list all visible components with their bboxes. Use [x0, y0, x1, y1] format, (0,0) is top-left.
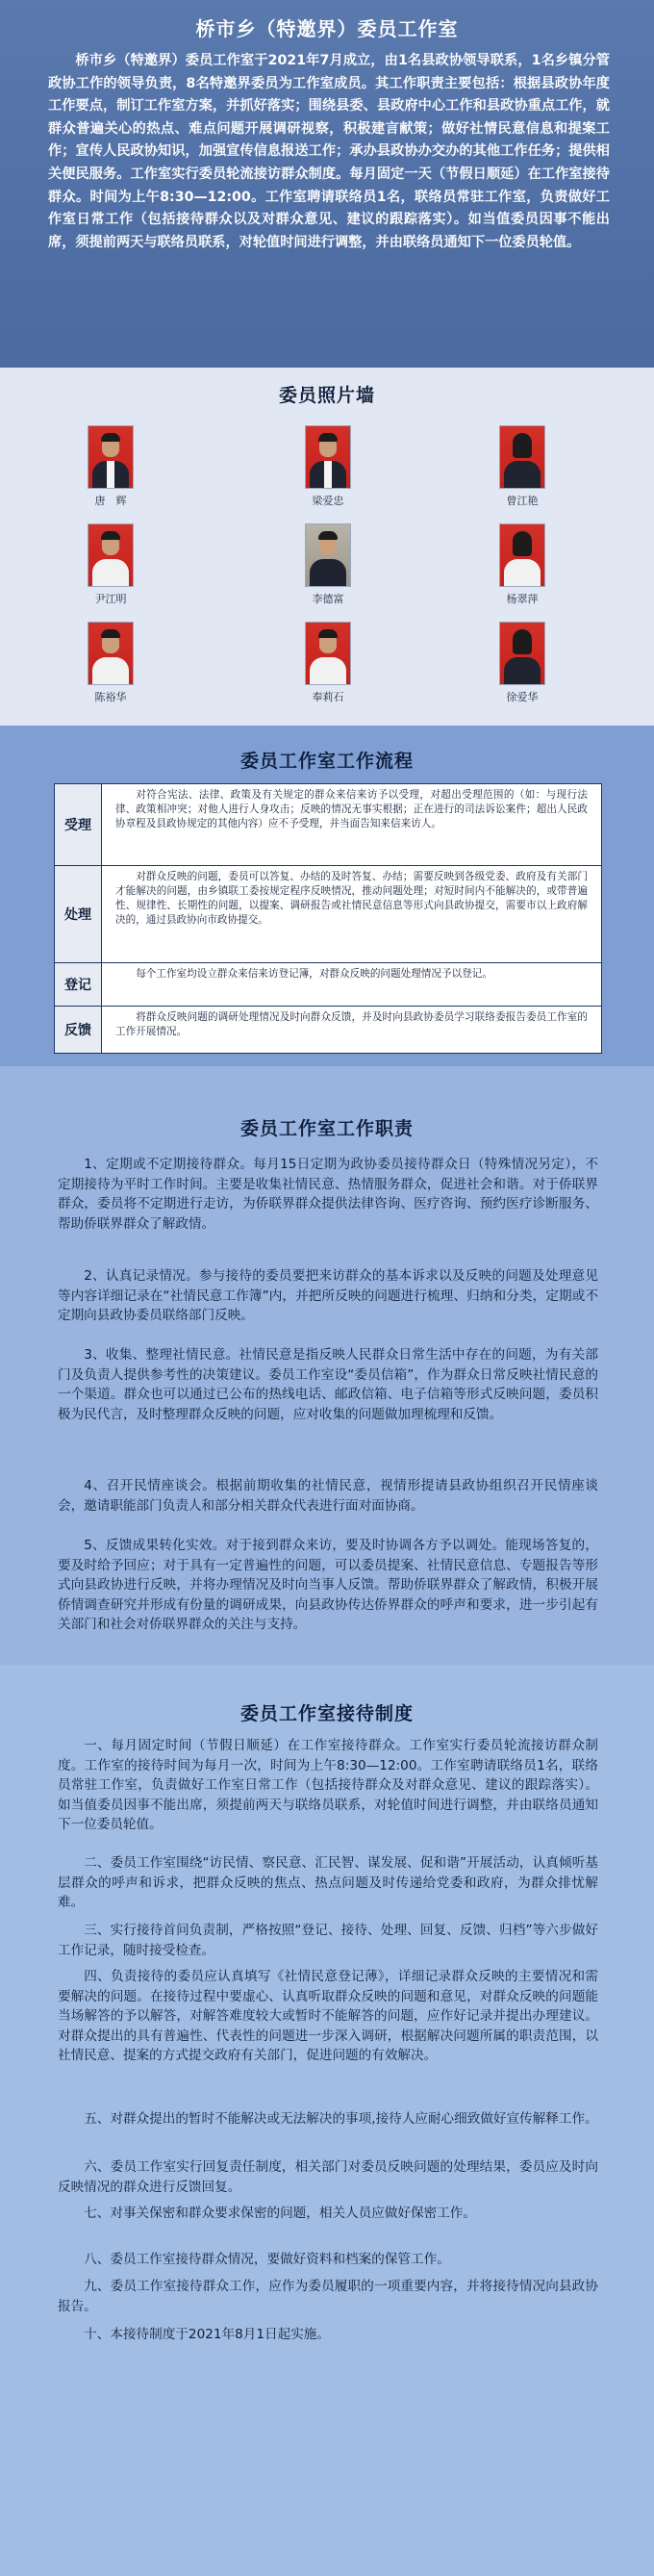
- member-photo: [88, 425, 134, 489]
- member-name: 唐 辉: [94, 495, 127, 507]
- workflow-table: [54, 783, 602, 1054]
- member-photo: [499, 622, 545, 685]
- member-card: [67, 425, 154, 508]
- member-photo: [305, 622, 351, 685]
- reception-section: [0, 1665, 654, 2576]
- workflow-step-label: 反馈: [55, 1007, 102, 1053]
- page-title: 桥市乡（特邀界）委员工作室: [195, 17, 459, 40]
- member-card: [479, 622, 566, 704]
- reception-item: 三、实行接待首问负责制，严格按照“登记、接待、处理、回复、反馈、归档”等六步做好工作记录，随时接受检查。: [58, 1923, 598, 1958]
- workflow-step-text: 将群众反映问题的调研处理情况及时向群众反馈，并及时向县政协委员学习联络委报告委员工作室的工作开展情况。: [115, 1011, 588, 1037]
- workflow-step-text: 每个工作室均设立群众来信来访登记簿，对群众反映的问题处理情况予以登记。: [136, 968, 492, 980]
- member-name: 陈裕华: [94, 691, 127, 703]
- duty-item: 3、收集、整理社情民意。社情民意是指反映人民群众日常生活中存在的问题，为有关部门及负责人提供参考性的决策建议。委员工作室设“委员信箱”，作为群众日常反映社情民意的一个渠道。群众也可以通过已公布的热线电话、邮政信箱、电子信箱等形式反映问题，委员积极为民代言，及时整理群众反映的问题，应对收集的问题做加理梳理和反馈。: [58, 1347, 598, 1422]
- member-card: [285, 425, 371, 508]
- reception-item: 九、委员工作室接待群众工作，应作为委员履职的一项重要内容，并将接待情况向县政协报告。: [58, 2279, 598, 2314]
- reception-item: 八、委员工作室接待群众情况，要做好资料和档案的保管工作。: [84, 2252, 450, 2267]
- member-name: 奉莉石: [312, 691, 344, 703]
- duty-item: 1、定期或不定期接待群众。每月15日定期为政协委员接待群众日（特殊情况另定），不定期接待为平时工作时间。主要是收集社情民意、热情服务群众，促进社会和谐。对于侨联界群众，委员将不定期进行走访，为侨联界群众提供法律咨询、医疗咨询、预约医疗诊断服务、帮助侨联界群众了解政情。: [58, 1157, 598, 1232]
- duties-section: [0, 1066, 654, 1665]
- member-photo: [305, 425, 351, 489]
- member-name: 李德富: [312, 593, 344, 605]
- workflow-row: [55, 784, 601, 866]
- member-name: 徐爱华: [506, 691, 539, 703]
- reception-item: 一、每月固定时间（节假日顺延）在工作室接待群众。工作室实行委员轮流接访群众制度。工作室的接待时间为每月一次，时间为上午8:30—12:00。工作室聘请联络员1名，联络员常驻工作室，负责做好工作室日常工作（包括接待群众及对群众意见、建议的跟踪落实）。如当值委员因事不能出席，须提前两天与联络员联系，对轮值时间进行调整，并由联络员通知下一位委员轮值。: [58, 1738, 598, 1833]
- reception-title: 委员工作室接待制度: [239, 1703, 414, 1724]
- member-card: [479, 523, 566, 606]
- member-card: [479, 425, 566, 508]
- intro-text: 桥市乡（特邀界）委员工作室于2021年7月成立，由1名县政协领导联系，1名乡镇分管政协工作的领导负责，8名特邀界委员为工作室成员。其工作职责主要包括：根据县政协年度工作要点，制订工作室方案，并抓好落实；围绕县委、县政府中心工作和县政协重点工作，就群众普遍关心的热点、难点问题开展调研视察，积极建言献策；做好社情民意信息和提案工作；宣传人民政协知识，加强宣传信息报送工作；承办县政协办交办的其他工作任务；提供相关便民服务。工作室实行委员轮流接访群众制度。每月固定一天（节假日顺延）在工作室接待群众。时间为上午8:30—12:00。工作室聘请联络员1名，联络员常驻工作室，负责做好工作室日常工作（包括接待群众以及对群众意见、建议的跟踪落实）。如当值委员因事不能出席，须提前两天与联络员联系，对轮值时间进行调整，并由联络员通知下一位委员轮值。: [48, 53, 610, 250]
- workflow-section: [0, 726, 654, 1066]
- reception-item: 四、负责接待的委员应认真填写《社情民意登记薄》，详细记录群众反映的主要情况和需要解决的问题。在接待过程中要虚心、认真听取群众反映的问题和意见，对群众反映的问题能当场解答的予以解答，对解答难度较大或暂时不能解答的问题，应作好记录并提出办理建议。对群众提出的具有普遍性、代表性的问题进一步深入调研，根据解决问题所属的职责范围，以社情民意、提案的方式提交政府有关部门，促进问题的有效解决。: [58, 1969, 598, 2064]
- workflow-step-label: 受理: [55, 784, 102, 865]
- workflow-step-label: 处理: [55, 866, 102, 962]
- reception-item: 十、本接待制度于2021年8月1日起实施。: [84, 2327, 330, 2342]
- workflow-step-text: 对群众反映的问题，委员可以答复、办结的及时答复、办结；需要反映到各级党委、政府及有关部门才能解决的问题，由乡镇联工委按规定程序反映情况，推动问题处理；对短时间内不能解决的，或带普遍性、规律性、长期性的问题，以提案、调研报告或社情民意信息等形式向县政协提交，需要市以上政府解决的，通过县政协向市政协提交。: [115, 871, 588, 926]
- reception-item: 六、委员工作室实行回复责任制度，相关部门对委员反映问题的处理结果，委员应及时向反映情况的群众进行反馈回复。: [58, 2159, 598, 2195]
- workflow-title: 委员工作室工作流程: [239, 751, 414, 772]
- duties-title: 委员工作室工作职责: [239, 1118, 414, 1139]
- member-name: 梁爱忠: [312, 495, 344, 507]
- workflow-step-label: 登记: [55, 963, 102, 1006]
- duty-item: 2、认真记录情况。参与接待的委员要把来访群众的基本诉求以及反映的问题及处理意见等内容详细记录在“社情民意工作簿”内，并把所反映的问题进行梳理、归纳和分类，定期或不定期向县政协委员联络部门反映。: [58, 1268, 598, 1324]
- member-name: 曾江艳: [506, 495, 539, 507]
- reception-item: 五、对群众提出的暂时不能解决或无法解决的事项,接待人应耐心细致做好宣传解释工作。: [84, 2111, 598, 2127]
- member-name: 杨翠萍: [506, 593, 539, 605]
- reception-item: 二、委员工作室围绕“访民情、察民意、汇民智、谋发展、促和谐”开展活动，认真倾听基层群众的呼声和诉求，把群众反映的焦点、热点问题及时传递给党委和政府，为群众排忧解难。: [58, 1855, 598, 1911]
- member-photo: [88, 523, 134, 587]
- workflow-row: [55, 963, 601, 1007]
- photo-wall-title: 委员照片墙: [278, 385, 375, 406]
- member-card: [285, 622, 371, 704]
- intro-section: [0, 0, 654, 368]
- member-photo: [499, 425, 545, 489]
- workflow-row: [55, 1007, 601, 1053]
- member-photo: [88, 622, 134, 685]
- member-card: [67, 523, 154, 606]
- duty-item: 4、召开民情座谈会。根据前期收集的社情民意，视情形提请县政协组织召开民情座谈会，邀请职能部门负责人和部分相关群众代表进行面对面协商。: [58, 1478, 598, 1514]
- duty-item: 5、反馈成果转化实效。对于接到群众来访，要及时协调各方予以调处。能现场答复的，要及时给予回应；对于具有一定普遍性的问题，可以委员提案、社情民意信息、专题报告等形式向县政协进行反映，并将办理情况及时向当事人反馈。帮助侨联界群众了解政情，积极开展侨情调查研究并形成有份量的调研成果，向县政协传达侨界群众的呼声和要求，进一步引起有关部门和社会对侨联界群众的关注与支持。: [58, 1538, 598, 1633]
- member-photo: [305, 523, 351, 587]
- workflow-step-text: 对符合宪法、法律、政策及有关规定的群众来信来访予以受理，对超出受理范围的（如：与现行法律、政策相冲突；对他人进行人身攻击；反映的情况无事实根据；正在进行的司法诉讼案件；超出人民政协章程及县政协规定的其他内容）应不予受理，并当面告知来信来访人。: [115, 789, 588, 829]
- member-photo: [499, 523, 545, 587]
- reception-item: 七、对事关保密和群众要求保密的问题，相关人员应做好保密工作。: [84, 2206, 476, 2221]
- member-name: 尹江明: [94, 593, 127, 605]
- member-card: [285, 523, 371, 606]
- workflow-row: [55, 866, 601, 963]
- member-card: [67, 622, 154, 704]
- photo-wall-section: [0, 368, 654, 726]
